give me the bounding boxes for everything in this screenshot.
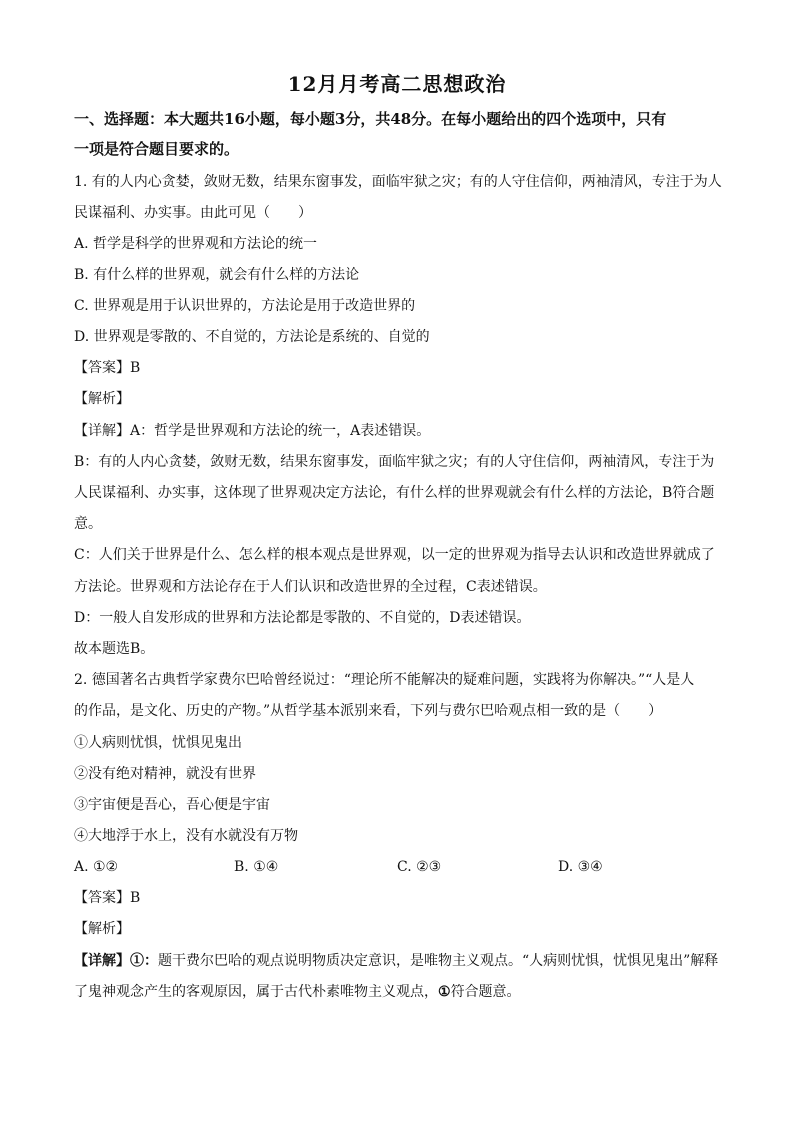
q2-stem-line-1: 2. 德国著名古典哲学家费尔巴哈曾经说过：“理论所不能解决的疑难问题，实践将为你解决。”“人是人 <box>74 672 695 688</box>
q1-answer: 【答案】B <box>74 360 141 376</box>
q2-item-2: ②没有绝对精神，就没有世界 <box>74 766 256 782</box>
q1-option-a: A. 哲学是科学的世界观和方法论的统一 <box>74 236 318 252</box>
q2-detail-prefix: 【详解】①： <box>74 953 158 969</box>
q1-detail-b-line-1: B：有的人内心贪婪，敛财无数，结果东窗事发，面临牢狱之灾；有的人守住信仰，两袖清风，专注于为 <box>74 454 715 470</box>
q2-detail-text-3: 符合题意。 <box>450 984 521 1000</box>
q2-detail-line-1 <box>74 951 734 971</box>
q2-item-1: ①人病则忧惧，忧惧见鬼出 <box>74 735 242 751</box>
page-title: 12月月考高二思想政治 <box>287 72 507 96</box>
q1-stem-line-1: 1. 有的人内心贪婪，敛财无数，结果东窗事发，面临牢狱之灾；有的人守住信仰，两袖清风，专注于为人 <box>74 174 722 190</box>
q1-detail-b-line-2: 人民谋福利、办实事，这体现了世界观决定方法论，有什么样的世界观就会有什么样的方法论，B符合题 <box>74 485 715 501</box>
section-heading-line-1: 一、选择题：本大题共16小题，每小题3分，共48分。在每小题给出的四个选项中，只有 <box>74 110 667 128</box>
q2-analysis-label: 【解析】 <box>74 921 130 937</box>
q2-option-b: B. ①④ <box>234 859 279 875</box>
q2-item-4: ④大地浮于水上，没有水就没有万物 <box>74 828 298 844</box>
q1-option-c: C. 世界观是用于认识世界的，方法论是用于改造世界的 <box>74 298 416 314</box>
q2-answer: 【答案】B <box>74 890 141 906</box>
q2-detail-text-2: 了鬼神观念产生的客观原因，属于古代朴素唯物主义观点， <box>74 984 438 1000</box>
q2-option-a: A. ①② <box>74 859 119 875</box>
q1-detail-c-line-1: C：人们关于世界是什么、怎么样的根本观点是世界观，以一定的世界观为指导去认识和改造世界就成了 <box>74 547 715 563</box>
q1-stem-line-2: 民谋福利、办实事。由此可见（ ） <box>74 205 312 221</box>
section-heading-line-2: 一项是符合题目要求的。 <box>74 140 240 158</box>
q1-option-b: B. 有什么样的世界观，就会有什么样的方法论 <box>74 267 360 283</box>
q2-option-c: C. ②③ <box>397 859 442 875</box>
q1-detail-a: 【详解】A：哲学是世界观和方法论的统一，A表述错误。 <box>74 423 431 439</box>
q1-detail-c-line-2: 方法论。世界观和方法论存在于人们认识和改造世界的全过程，C表述错误。 <box>74 579 547 595</box>
q2-detail-text-1: 题干费尔巴哈的观点说明物质决定意识，是唯物主义观点。“人病则忧惧，忧惧见鬼出”解释 <box>158 953 719 969</box>
q2-detail-mark: ① <box>438 984 451 1000</box>
q2-detail-line-2 <box>74 982 734 1002</box>
q2-option-d: D. ③④ <box>558 859 603 875</box>
q1-option-d: D. 世界观是零散的、不自觉的，方法论是系统的、自觉的 <box>74 329 430 345</box>
q2-item-3: ③宇宙便是吾心，吾心便是宇宙 <box>74 797 270 813</box>
q2-stem-line-2: 的作品，是文化、历史的产物。”从哲学基本派别来看，下列与费尔巴哈观点相一致的是（ ） <box>74 703 663 719</box>
q1-analysis-label: 【解析】 <box>74 391 130 407</box>
q1-detail-b-line-3: 意。 <box>74 516 102 532</box>
q1-conclusion: 故本题选B。 <box>74 641 155 657</box>
q1-detail-d: D：一般人自发形成的世界和方法论都是零散的、不自觉的，D表述错误。 <box>74 610 531 626</box>
